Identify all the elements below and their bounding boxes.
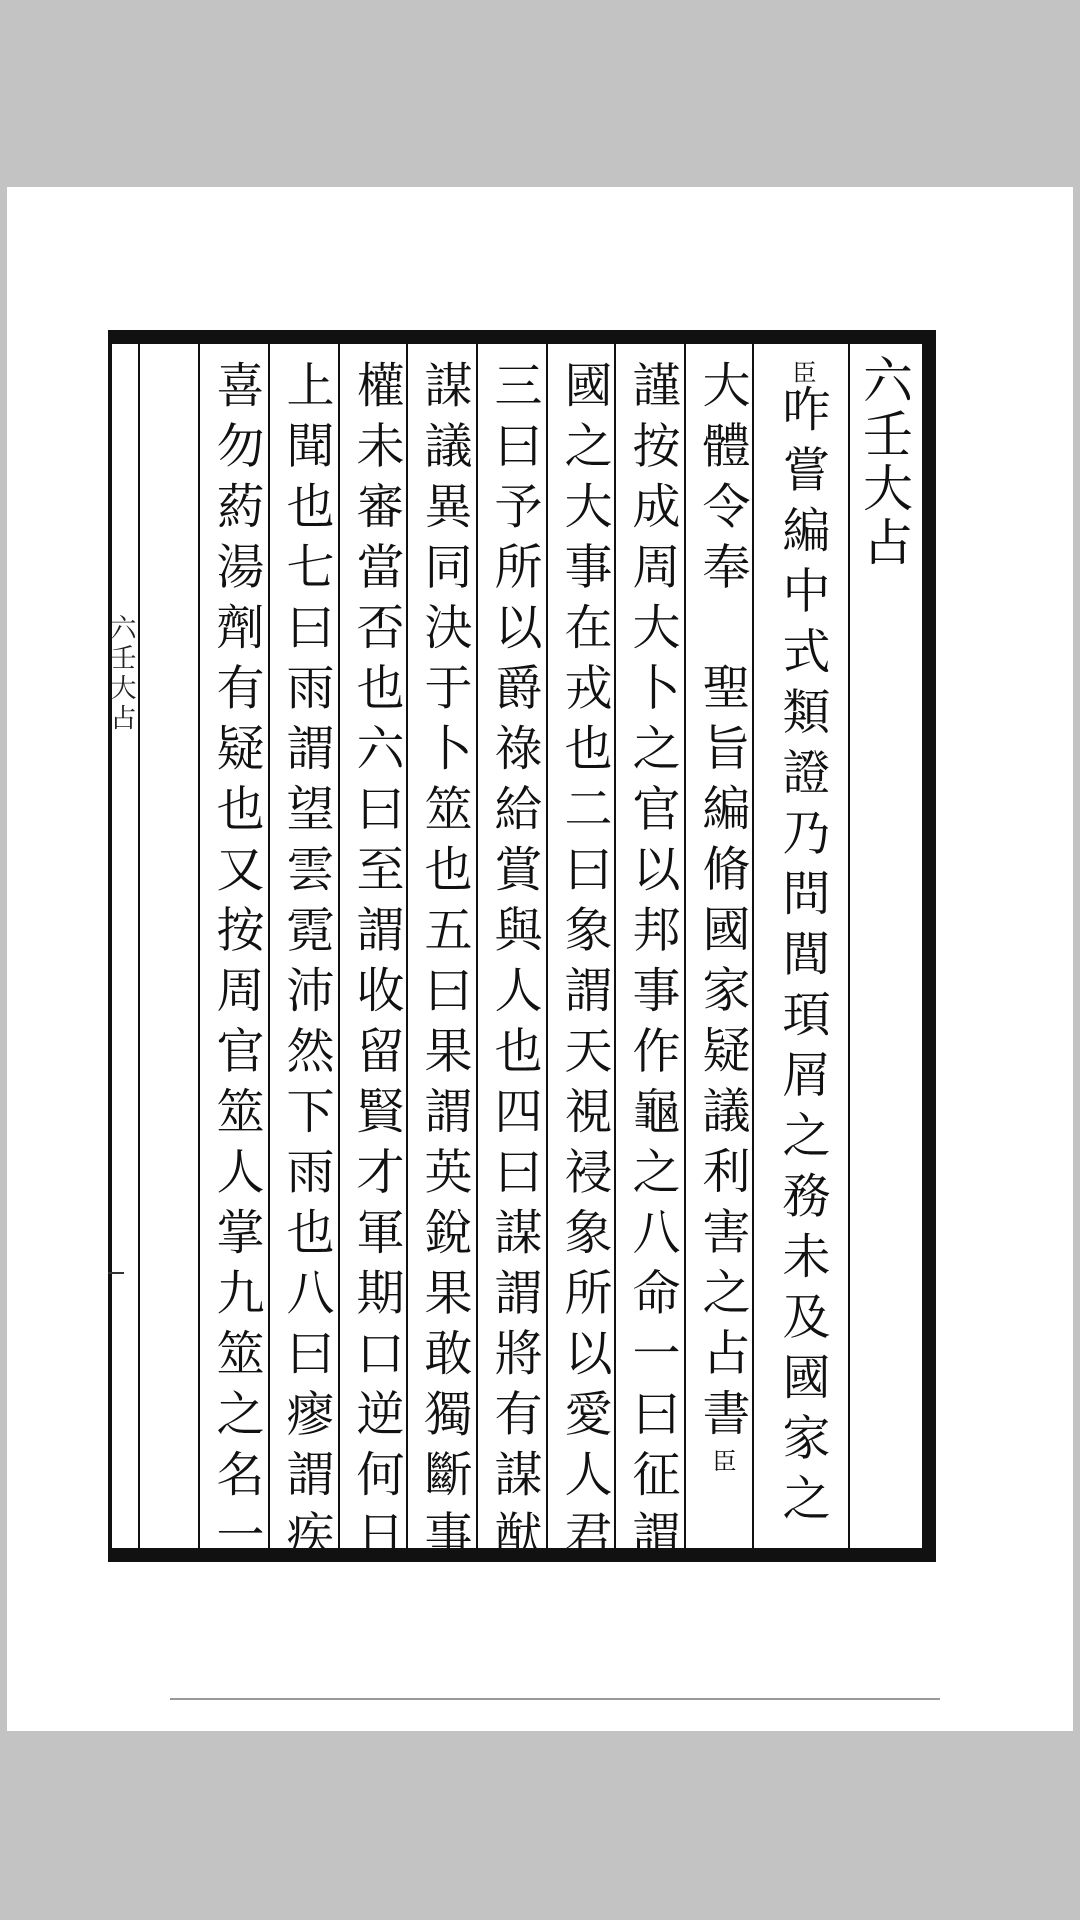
text-frame (108, 330, 936, 1570)
column-rule (684, 344, 686, 1548)
text-segment: 聖旨編脩國家疑議利害之占書 (694, 662, 750, 1449)
margin-rule (138, 344, 140, 1548)
text-segment: 謀議異同決于卜筮也五曰果謂英銳果敢獨斷事 (416, 360, 472, 1570)
text-column (206, 360, 266, 1570)
text-column (346, 360, 406, 1570)
frame-border-top (108, 330, 930, 344)
column-rule (752, 344, 754, 1548)
text-segment: 國之大事在戎也二曰象謂天視祲象所以愛人君 (556, 360, 612, 1570)
column-rule (848, 344, 850, 1548)
text-segment: 上聞也七曰雨謂望雲霓沛然下雨也八曰瘳謂疾 (278, 360, 334, 1570)
text-column (276, 360, 336, 1570)
text-column (414, 360, 474, 1570)
text-segment: 大體令奉 (694, 360, 750, 602)
text-segment: 權未審當否也六曰至謂收留賢才軍期口逆何日 (348, 360, 404, 1570)
page-title: 六壬大占 (855, 354, 913, 570)
column-rule (338, 344, 340, 1548)
margin-label: 六壬大占 (106, 614, 136, 734)
margin-tick (108, 1272, 124, 1274)
frame-border-right (922, 330, 936, 1562)
text-segment: 咋嘗編中式類證乃問閭頊屑之務未及國家之 (774, 384, 830, 1534)
column-rule (268, 344, 270, 1548)
text-segment: 喜勿葯湯劑有疑也又按周官筮人掌九筮之名一 (208, 360, 264, 1570)
column-rule (546, 344, 548, 1548)
column-rule (614, 344, 616, 1548)
text-column (484, 360, 544, 1570)
text-column (772, 360, 832, 1550)
text-segment: 謹按成周大卜之官以邦事作龜之八命一曰征謂 (624, 360, 680, 1570)
scan-line (170, 1698, 940, 1700)
column-rule (476, 344, 478, 1548)
text-segment: 三曰予所以爵祿給賞與人也四曰謀謂將有謀猷 (486, 360, 542, 1570)
text-column (692, 360, 752, 1550)
text-segment: 臣 (788, 360, 816, 384)
frame-border-left (108, 330, 112, 1562)
text-column (622, 360, 682, 1570)
text-segment: 臣 (708, 1448, 736, 1473)
column-rule (406, 344, 408, 1548)
text-column (554, 360, 614, 1570)
column-rule (198, 344, 200, 1548)
